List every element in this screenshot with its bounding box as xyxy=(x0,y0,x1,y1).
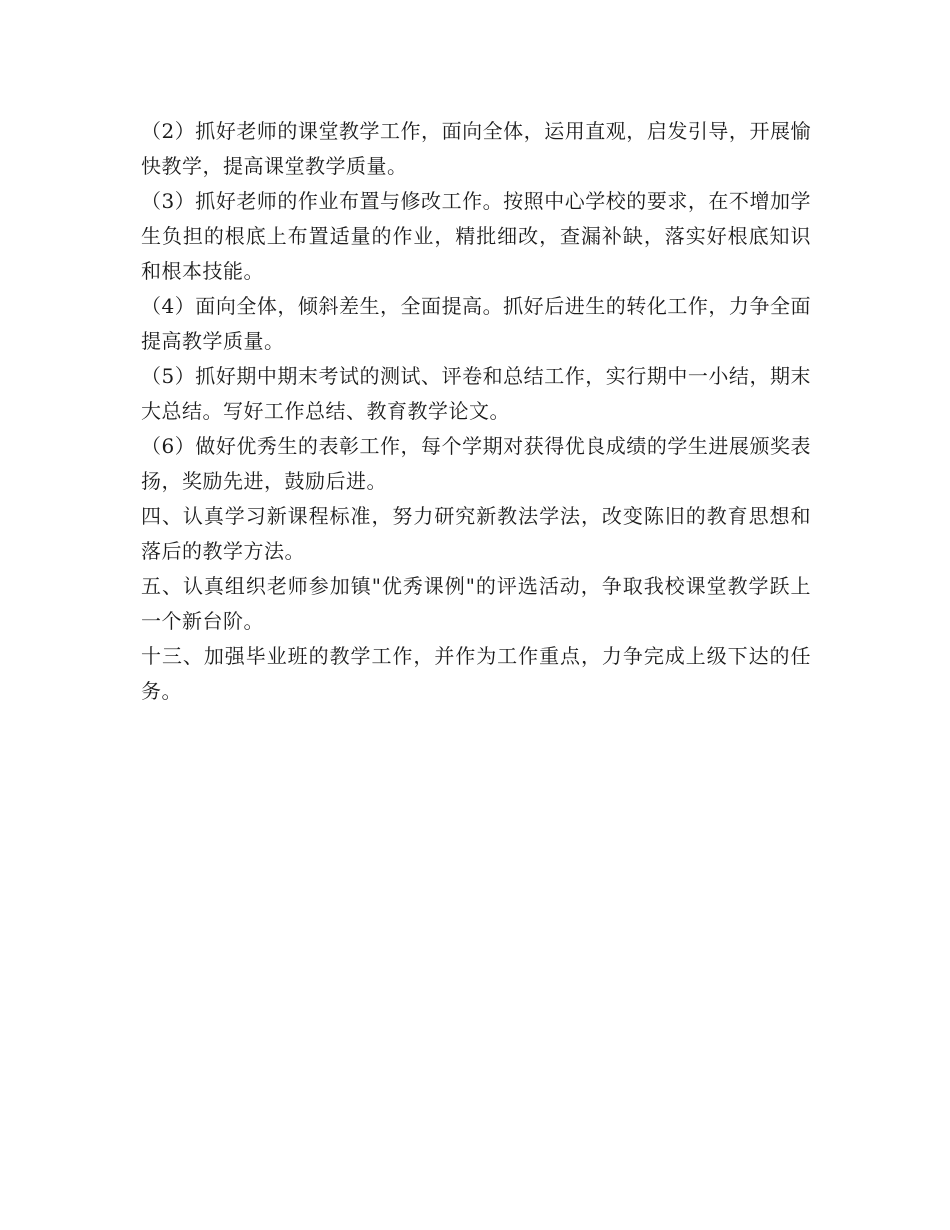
paragraph-section-thirteen: 十三、加强毕业班的教学工作，并作为工作重点，力争完成上级下达的任务。 xyxy=(141,644,811,703)
paragraph-item-4: （4）面向全体，倾斜差生，全面提高。抓好后进生的转化工作，力争全面提高教学质量。 xyxy=(141,294,811,353)
paragraph-item-5: （5）抓好期中期末考试的测试、评卷和总结工作，实行期中一小结，期末大总结。写好工作总结、教育教学论文。 xyxy=(141,364,811,423)
paragraph-section-five: 五、认真组织老师参加镇"优秀课例"的评选活动，争取我校课堂教学跃上一个新台阶。 xyxy=(141,574,811,633)
paragraph-item-6: （6）做好优秀生的表彰工作，每个学期对获得优良成绩的学生进展颁奖表扬，奖励先进，鼓励后进。 xyxy=(141,434,811,493)
paragraph-section-four: 四、认真学习新课程标准，努力研究新教法学法，改变陈旧的教育思想和落后的教学方法。 xyxy=(141,504,811,563)
paragraph-item-3: （3）抓好老师的作业布置与修改工作。按照中心学校的要求，在不增加学生负担的根底上布置适量的作业，精批细改，查漏补缺，落实好根底知识和根本技能。 xyxy=(141,189,811,283)
document-body xyxy=(141,114,811,709)
paragraph-item-2: （2）抓好老师的课堂教学工作，面向全体，运用直观，启发引导，开展愉快教学，提高课堂教学质量。 xyxy=(141,119,811,178)
